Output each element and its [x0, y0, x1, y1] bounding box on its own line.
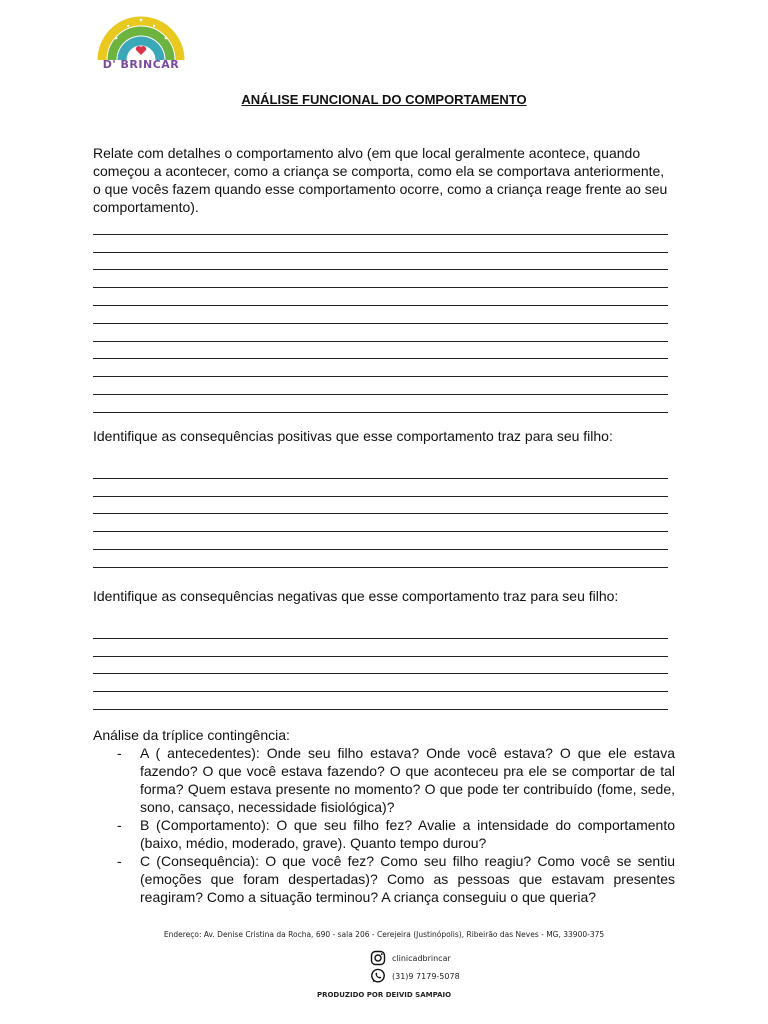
answer-line[interactable]: [93, 288, 668, 306]
answer-line[interactable]: [93, 395, 668, 413]
list-item-consequence: [93, 852, 675, 906]
list-dash: -: [117, 853, 122, 869]
answer-line[interactable]: [93, 217, 668, 235]
answer-line[interactable]: [93, 550, 668, 568]
list-item-antecedents: [93, 744, 675, 816]
logo-brand-text: D' BRINCAR: [102, 58, 180, 71]
answer-line[interactable]: [93, 235, 668, 253]
list-item-text: B (Comportamento): O que seu filho fez? Avalie a intensidade do comportamento (baixo, médio, moderado, grave). Quanto tempo durou?: [140, 817, 675, 851]
contingency-analysis: [93, 726, 675, 906]
answer-line[interactable]: [93, 674, 668, 692]
answer-line[interactable]: [93, 657, 668, 675]
answer-line[interactable]: [93, 497, 668, 515]
answer-line[interactable]: [93, 621, 668, 639]
answer-line[interactable]: [93, 639, 668, 657]
page-title: ANÁLISE FUNCIONAL DO COMPORTAMENTO: [241, 92, 527, 107]
section2-answer-lines[interactable]: [93, 461, 668, 568]
rainbow-icon: [96, 8, 186, 64]
answer-line[interactable]: [93, 692, 668, 710]
instagram-handle: clinicadbrincar: [392, 953, 451, 963]
list-item-behavior: [93, 816, 675, 852]
section1-answer-lines[interactable]: [93, 217, 668, 413]
section2-prompt: Identifique as consequências positivas que esse comportamento traz para seu filho:: [93, 428, 613, 444]
answer-line[interactable]: [93, 270, 668, 288]
answer-line[interactable]: [93, 342, 668, 360]
answer-line[interactable]: [93, 479, 668, 497]
instagram-contact: [370, 950, 451, 966]
phone-number: (31)9 7179-5078: [392, 971, 460, 981]
list-item-text: C (Consequência): O que você fez? Como seu filho reagiu? Como você se sentiu (emoções que foram despertadas)? Como as pessoas que estavam presentes reagiram? Como a situação terminou? A criança conseguiu o que queria?: [140, 853, 675, 905]
list-dash: -: [117, 817, 122, 833]
footer-address: Endereço: Av. Denise Cristina da Rocha, 690 - sala 206 - Cerejeira (Justinópolis), Ribeirão das Neves - MG, 33900-375: [163, 930, 605, 939]
answer-line[interactable]: [93, 306, 668, 324]
answer-line[interactable]: [93, 359, 668, 377]
phone-contact: [370, 968, 460, 984]
section1-prompt: Relate com detalhes o comportamento alvo (em que local geralmente acontece, quando começou a acontecer, como a criança se comporta, como ela se comportava anteriormente, o que vocês fazem quando esse comportamento ocorre, como a criança reage frente ao seu comportamento).: [93, 145, 668, 215]
answer-line[interactable]: [93, 253, 668, 271]
clinic-logo: [96, 8, 186, 76]
instagram-icon: [370, 950, 386, 966]
contingency-heading: Análise da tríplice contingência:: [93, 727, 290, 743]
section3-answer-lines[interactable]: [93, 621, 668, 710]
section3-prompt: Identifique as consequências negativas que esse comportamento traz para seu filho:: [93, 588, 619, 604]
answer-line[interactable]: [93, 461, 668, 479]
whatsapp-icon: [370, 968, 386, 984]
answer-line[interactable]: [93, 324, 668, 342]
answer-line[interactable]: [93, 532, 668, 550]
list-dash: -: [117, 745, 122, 761]
answer-line[interactable]: [93, 377, 668, 395]
answer-line[interactable]: [93, 514, 668, 532]
produced-by: PRODUZIDO POR DEIVID SAMPAIO: [316, 991, 452, 999]
list-item-text: A ( antecedentes): Onde seu filho estava? Onde você estava? O que ele estava fazendo? O que você estava fazendo? O que aconteceu pra ele se comportar de tal forma? Quem estava presente no momento? O que pode ter contribuído (fome, sede, sono, cansaço, necessidade fisiológica)?: [140, 745, 675, 815]
